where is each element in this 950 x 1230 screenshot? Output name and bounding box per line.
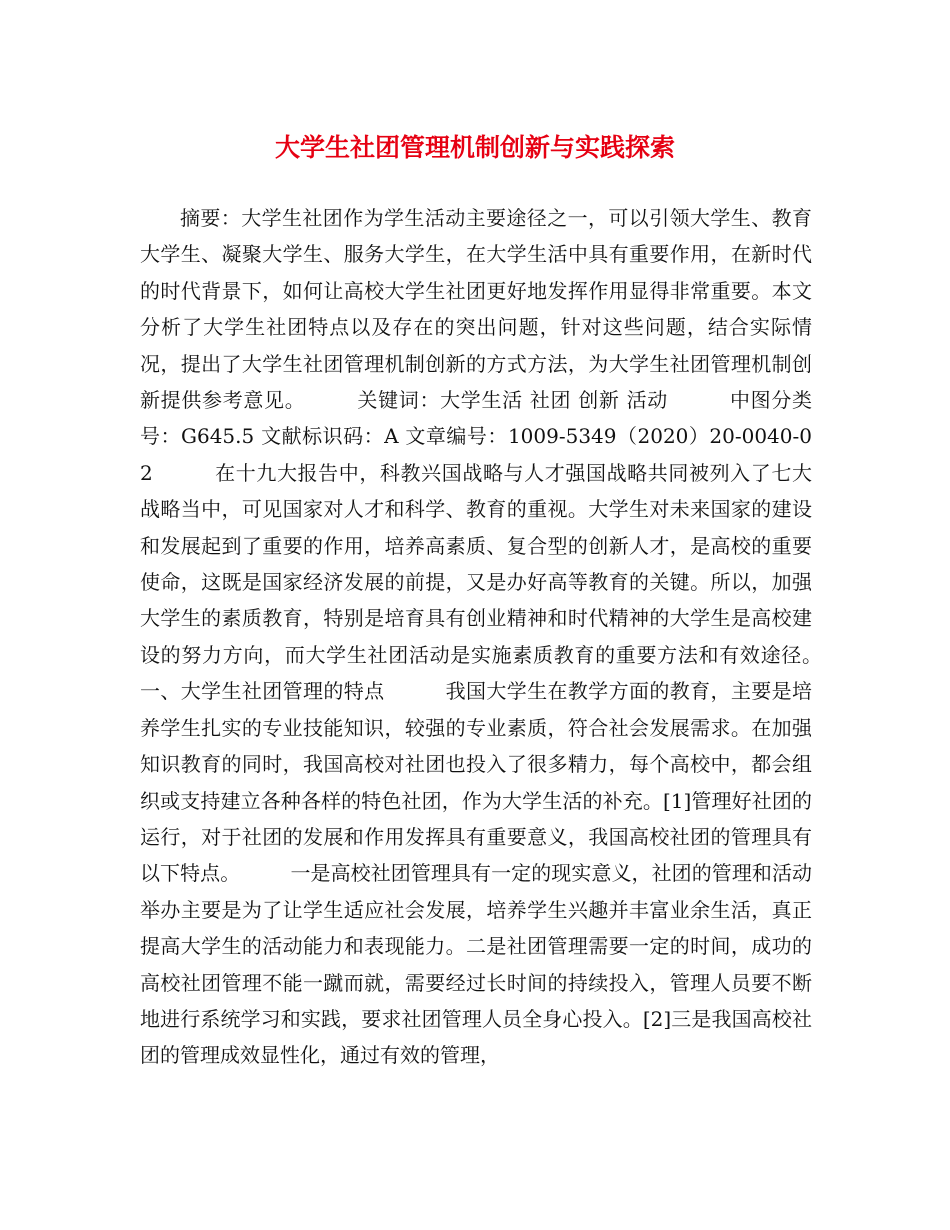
document-body: 摘要：大学生社团作为学生活动主要途径之一，可以引领大学生、教育大学生、凝聚大学生、服务大学生，在大学生活中具有重要作用，在新时代的时代背景下，如何让高校大学生社团更好地发挥作用显得非常重要。本文分析了大学生社团特点以及存在的突出问题，针对这些问题，结合实际情况，提出了大学生社团管理机制创新的方式方法，为大学生社团管理机制创新提供参考意见。 关键词：大学生活 社团 创新 活动 中图分类号：G645.5 文献标识码：A 文章编号：1009-5349（2020）20-0040-02 在十九大报告中，科教兴国战略与人才强国战略共同被列入了七大战略当中，可见国家对人才和科学、教育的重视。大学生对未来国家的建设和发展起到了重要的作用，培养高素质、复合型的创新人才，是高校的重要使命，这既是国家经济发展的前提，又是办好高等教育的关键。所以，加强大学生的素质教育，特别是培育具有创业精神和时代精神的大学生是高校建设的努力方向，而大学生社团活动是实施素质教育的重要方法和有效途径。 一、大学生社团管理的特点 我国大学生在教学方面的教育，主要是培养学生扎实的专业技能知识，较强的专业素质，符合社会发展需求。在加强知识教育的同时，我国高校对社团也投入了很多精力，每个高校中，都会组织或支持建立各种各样的特色社团，作为大学生活的补充。[1]管理好社团的运行，对于社团的发展和作用发挥具有重要意义，我国高校社团的管理具有以下特点。 一是高校社团管理具有一定的现实意义，社团的管理和活动举办主要是为了让学生适应社会发展，培养学生兴趣并丰富业余生活，真正提高大学生的活动能力和表现能力。二是社团管理需要一定的时间，成功的高校社团管理不能一蹴而就，需要经过长时间的持续投入，管理人员要不断地进行系统学习和实践，要求社团管理人员全身心投入。[2]三是我国高校社团的管理成效显性化，通过有效的管理， <box>140 206 872 1068</box>
document-title: 大学生社团管理机制创新与实践探索 <box>274 133 675 162</box>
